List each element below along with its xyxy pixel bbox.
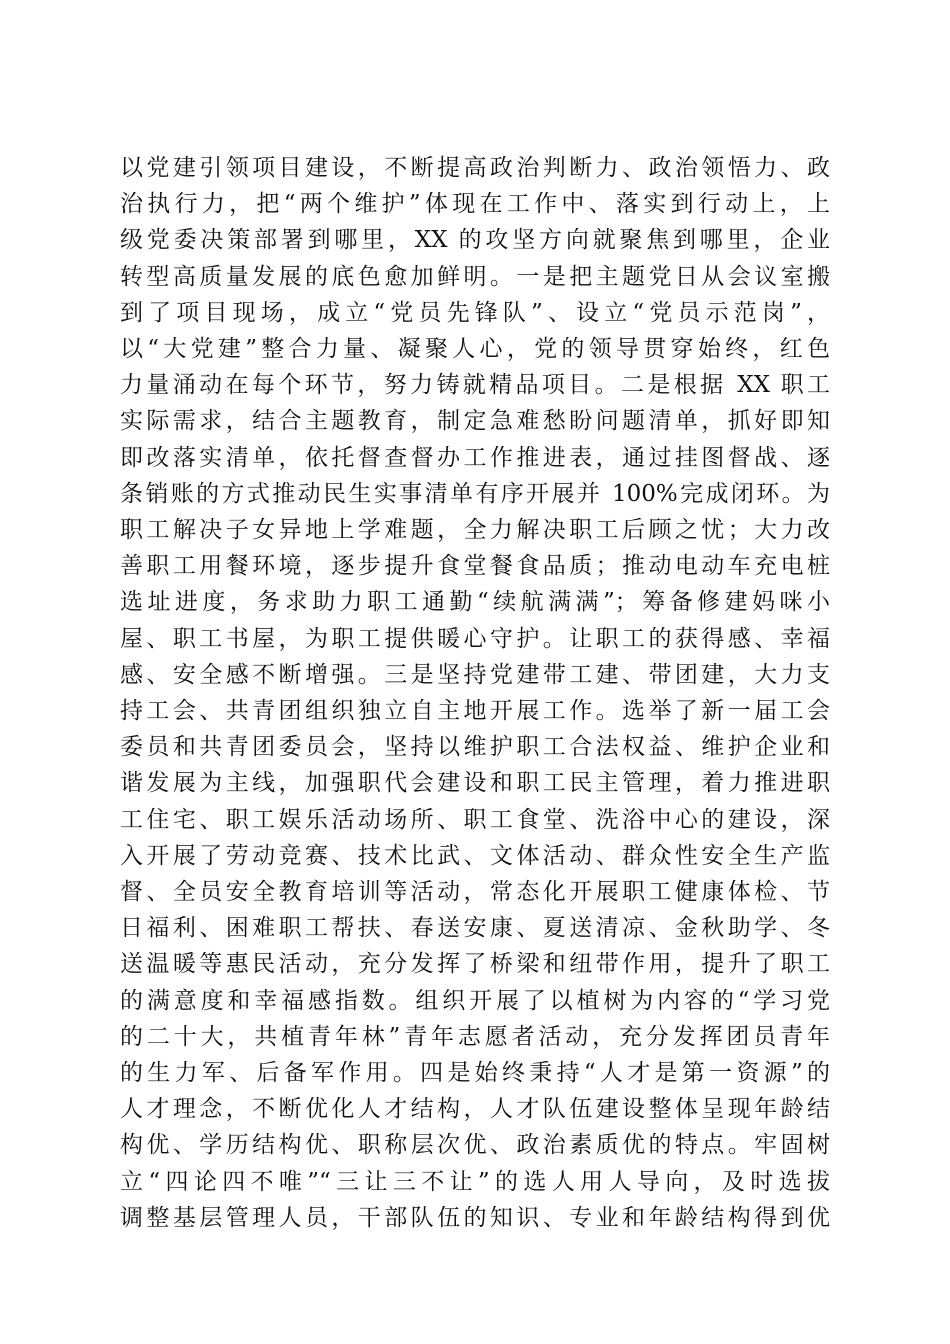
text-line-9: 即改落实清单，依托督查督办工作推进表，通过挂图督战、逐 bbox=[120, 444, 830, 471]
text-line-18: 谐发展为主线，加强职代会建设和职工民主管理，着力推进职 bbox=[120, 770, 830, 797]
text-line-27: 人才理念，不断优化人才结构，人才队伍建设整体呈现年龄结 bbox=[120, 1096, 830, 1123]
text-line-23: 送温暖等惠民活动，充分发挥了桥梁和纽带作用，提升了职工 bbox=[120, 951, 830, 978]
text-line-2: 治执行力，把“两个维护”体现在工作中、落实到行动上，上 bbox=[120, 191, 830, 218]
body-paragraph bbox=[120, 150, 830, 1236]
text-line-21: 督、全员安全教育培训等活动，常态化开展职工健康体检、节 bbox=[120, 879, 830, 906]
text-line-4: 转型高质量发展的底色愈加鲜明。一是把主题党日从会议室搬 bbox=[120, 263, 830, 290]
text-line-8: 实际需求，结合主题教育，制定急难愁盼问题清单，抓好即知 bbox=[120, 408, 830, 435]
text-line-22: 日福利、困难职工帮扶、春送安康、夏送清凉、金秋助学、冬 bbox=[120, 915, 830, 942]
text-line-16: 持工会、共青团组织独立自主地开展工作。选举了新一届工会 bbox=[120, 698, 830, 725]
text-line-24: 的满意度和幸福感指数。组织开展了以植树为内容的“学习党 bbox=[120, 987, 830, 1014]
text-line-30: 调整基层管理人员，干部队伍的知识、专业和年龄结构得到优 bbox=[120, 1204, 830, 1231]
text-line-13: 选址进度，务求助力职工通勤“续航满满”；筹备修建妈咪小 bbox=[120, 589, 830, 616]
text-line-28: 构优、学历结构优、职称层次优、政治素质优的特点。牢固树 bbox=[120, 1132, 830, 1159]
text-line-3: 级党委决策部署到哪里，XX 的攻坚方向就聚焦到哪里，企业 bbox=[120, 227, 830, 254]
text-line-19: 工住宅、职工娱乐活动场所、职工食堂、洗浴中心的建设，深 bbox=[120, 806, 830, 833]
text-line-1: 以党建引领项目建设，不断提高政治判断力、政治领悟力、政 bbox=[120, 155, 830, 181]
text-line-17: 委员和共青团委员会，坚持以维护职工合法权益、维护企业和 bbox=[120, 734, 830, 761]
text-line-14: 屋、职工书屋，为职工提供暖心守护。让职工的获得感、幸福 bbox=[120, 625, 830, 652]
text-line-20: 入开展了劳动竞赛、技术比武、文体活动、群众性安全生产监 bbox=[120, 842, 830, 869]
text-line-15: 感、安全感不断增强。三是坚持党建带工建、带团建，大力支 bbox=[120, 661, 830, 688]
text-line-29: 立“四论四不唯”“三让三不让”的选人用人导向，及时选拔 bbox=[120, 1168, 830, 1195]
text-line-12: 善职工用餐环境，逐步提升食堂餐食品质；推动电动车充电桩 bbox=[120, 553, 830, 580]
text-line-11: 职工解决子女异地上学难题，全力解决职工后顾之忧；大力改 bbox=[120, 517, 830, 544]
text-line-7: 力量涌动在每个环节，努力铸就精品项目。二是根据 XX 职工 bbox=[120, 372, 830, 399]
text-line-25: 的二十大，共植青年林”青年志愿者活动，充分发挥团员青年 bbox=[120, 1023, 830, 1050]
text-line-26: 的生力军、后备军作用。四是始终秉持“人才是第一资源”的 bbox=[120, 1060, 830, 1087]
text-line-5: 到了项目现场，成立“党员先锋队”、设立“党员示范岗”， bbox=[120, 299, 830, 326]
text-line-6: 以“大党建”整合力量、凝聚人心，党的领导贯穿始终，红色 bbox=[120, 336, 830, 363]
text-line-10: 条销账的方式推动民生实事清单有序开展并 100%完成闭环。为 bbox=[120, 480, 830, 507]
